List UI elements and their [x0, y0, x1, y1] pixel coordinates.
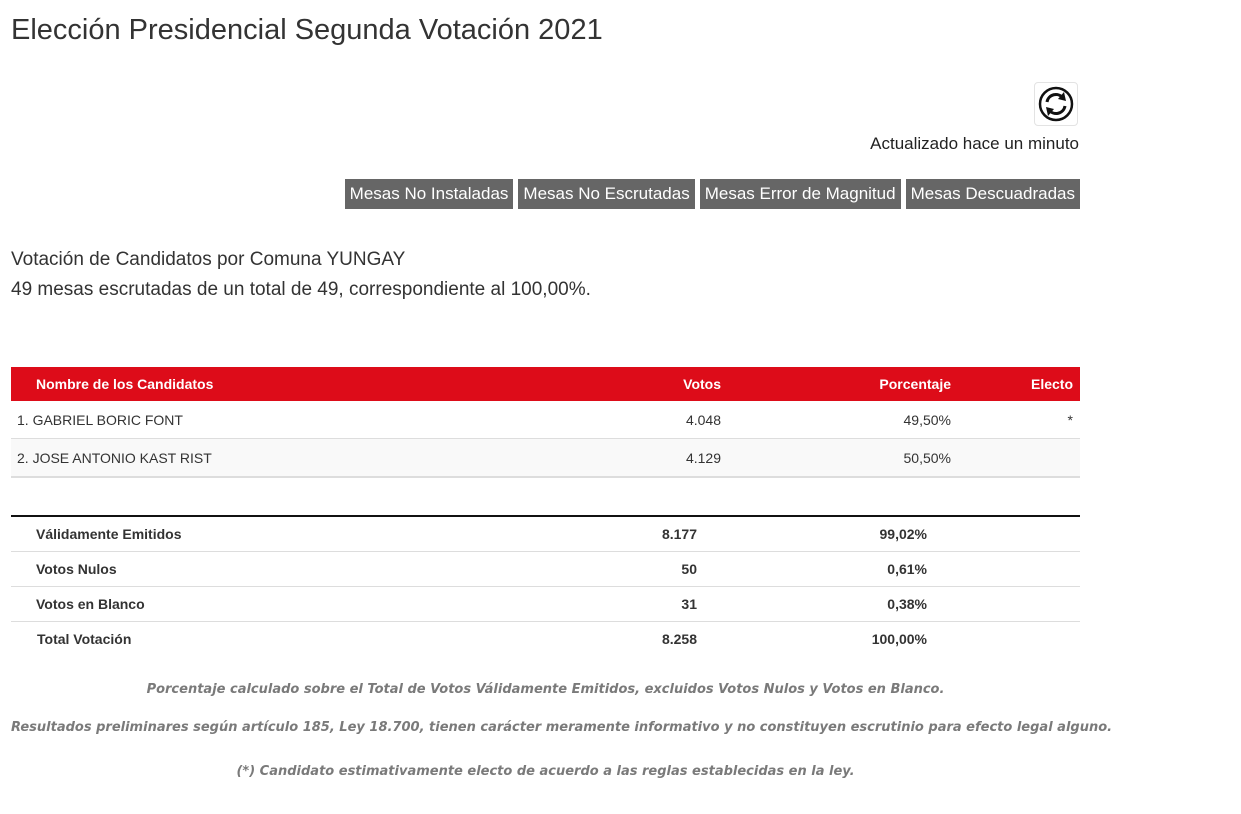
totals-votes: 8.258 — [661, 631, 697, 647]
refresh-icon — [1038, 86, 1074, 122]
candidate-elected — [951, 439, 1080, 478]
candidate-elected: * — [951, 401, 1080, 439]
candidate-name: 2. JOSE ANTONIO KAST RIST — [11, 439, 581, 478]
mesas-no-escrutadas-button[interactable]: Mesas No Escrutadas — [518, 179, 694, 209]
totals-empty-cell — [927, 622, 1080, 657]
footnote-legal: Resultados preliminares según artículo 185, Ley 18.700, tienen carácter meramente informativo y no constituyen escrutinio para efecto legal alguno. — [11, 720, 1113, 735]
footnote-percentage: Porcentaje calculado sobre el Total de Votos Válidamente Emitidos, excluidos Votos Nulos y Votos en Blanco. — [146, 682, 945, 697]
totals-label: Válidamente Emitidos — [11, 516, 557, 552]
candidate-row — [11, 439, 1080, 478]
candidate-votes: 4.048 — [581, 401, 721, 439]
mesas-descuadradas-button[interactable]: Mesas Descuadradas — [906, 179, 1080, 209]
totals-empty-cell — [927, 552, 1080, 587]
totals-empty-cell — [927, 516, 1080, 552]
page-title: Elección Presidencial Segunda Votación 2021 — [11, 14, 603, 46]
filter-button-row — [345, 179, 1080, 209]
totals-percent: 0,61% — [697, 552, 927, 587]
totals-row — [11, 552, 1080, 587]
candidate-percent: 50,50% — [721, 439, 951, 478]
candidate-percent: 49,50% — [721, 401, 951, 439]
totals-votes: 31 — [557, 587, 697, 622]
totals-row — [11, 622, 1080, 657]
section-subtitle: 49 mesas escrutadas de un total de 49, correspondiente al 100,00%. — [11, 279, 591, 300]
totals-label: Votos Nulos — [11, 552, 557, 587]
totals-percent: 100,00% — [871, 631, 927, 647]
totals-table — [11, 515, 1080, 656]
totals-percent: 0,38% — [697, 587, 927, 622]
totals-label: Total Votación — [37, 631, 132, 647]
refresh-button[interactable] — [1034, 82, 1078, 126]
totals-label: Votos en Blanco — [11, 587, 557, 622]
totals-empty-cell — [927, 587, 1080, 622]
totals-votes: 50 — [557, 552, 697, 587]
candidate-name: 1. GABRIEL BORIC FONT — [11, 401, 581, 439]
header-percent: Porcentaje — [879, 376, 951, 392]
last-updated-text: Actualizado hace un minuto — [870, 134, 1079, 153]
footnote-elected: (*) Candidato estimativamente electo de acuerdo a las reglas establecidas en la ley. — [236, 764, 855, 779]
header-elected: Electo — [1030, 376, 1073, 392]
candidates-table — [11, 367, 1080, 478]
header-votes: Votos — [683, 376, 721, 392]
candidate-votes: 4.129 — [581, 439, 721, 478]
header-name: Nombre de los Candidatos — [36, 376, 214, 392]
totals-row — [11, 587, 1080, 622]
section-title: Votación de Candidatos por Comuna YUNGAY — [11, 249, 406, 270]
totals-percent: 99,02% — [697, 516, 927, 552]
mesas-error-magnitud-button[interactable]: Mesas Error de Magnitud — [700, 179, 901, 209]
mesas-no-instaladas-button[interactable]: Mesas No Instaladas — [345, 179, 514, 209]
totals-votes: 8.177 — [557, 516, 697, 552]
totals-row — [11, 516, 1080, 552]
candidate-row — [11, 401, 1080, 439]
table-header-row — [11, 367, 1080, 401]
